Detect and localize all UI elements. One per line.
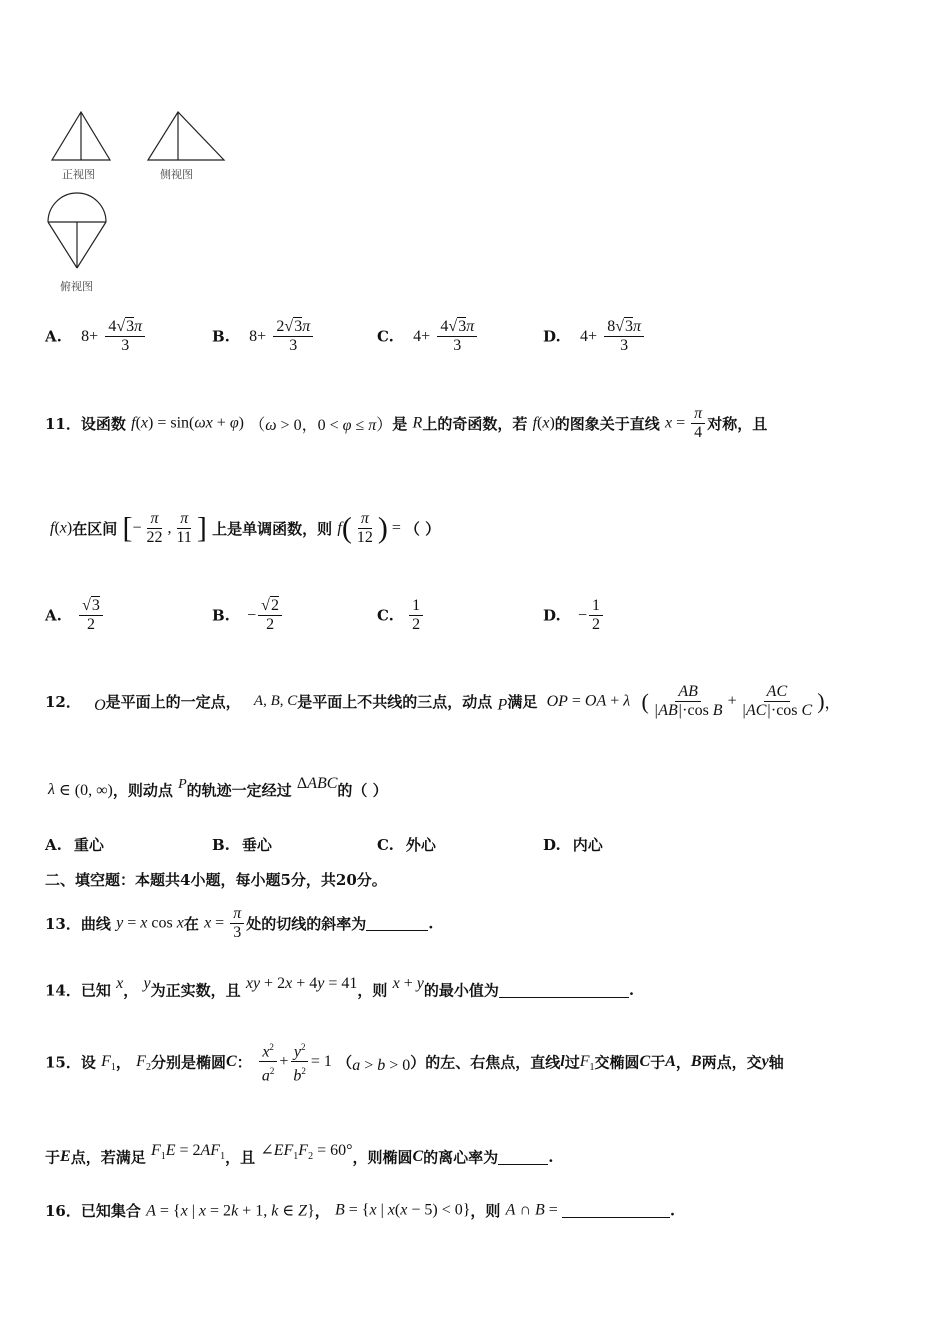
q11-option-b[interactable]: B. − $\frac{√2}{2}$ — [212, 597, 284, 634]
top-view-caption: 俯视图 — [60, 280, 93, 293]
front-view-caption: 正视图 — [62, 168, 95, 181]
q11-option-c[interactable]: C. $\frac{1}{2}$ — [377, 597, 425, 634]
q10-c-num: 4 — [440, 318, 449, 335]
front-view-triangle — [52, 112, 110, 160]
q14-answer-blank[interactable] — [499, 983, 629, 998]
q13-answer-blank[interactable] — [366, 916, 428, 931]
side-view-triangle — [148, 112, 224, 160]
q10-b-num: 2 — [276, 318, 285, 335]
q16-answer-blank[interactable] — [562, 1203, 670, 1218]
q10-a-letter: A. — [45, 327, 62, 346]
q11-number: 11． — [45, 415, 81, 433]
q10-option-c[interactable]: C. 4+ $\frac{4√3\pi}{3}$ — [377, 318, 479, 355]
q10-c-letter: C. — [377, 327, 394, 346]
q12-option-b[interactable]: B. 垂心 — [212, 836, 272, 854]
q10-d-whole: 4 — [579, 327, 588, 345]
q10-option-d[interactable]: D. 4+ $\frac{8√3\pi}{3}$ — [543, 318, 646, 355]
q12-option-c[interactable]: C. 外心 — [377, 836, 436, 854]
q12-number: 12． — [45, 693, 81, 711]
q10-d-den: 3 — [620, 337, 629, 354]
q10-a-whole: 8 — [81, 327, 90, 345]
q10-b-whole: 8 — [249, 327, 258, 345]
q12-option-a[interactable]: A. 重心 — [45, 836, 104, 854]
q15-answer-blank[interactable] — [498, 1150, 548, 1165]
q10-d-letter: D. — [543, 327, 561, 346]
q10-c-den: 3 — [453, 337, 462, 354]
q12-line2: λ ∈ (0, ∞)，则动点 P的轨迹一定经过 ΔABC的（ ） — [48, 775, 388, 800]
q10-d-num: 8 — [607, 318, 616, 335]
q16: 16．已知集合 A = {x | x = 2k + 1, k ∈ Z}， B = {x | x(x − 5) < 0}，则 A ∩ B = . — [45, 1201, 676, 1220]
q10-c-whole: 4 — [413, 327, 422, 345]
top-view-shape — [48, 193, 106, 268]
q10-b-den: 3 — [289, 337, 298, 354]
q15-line2: 于E点，若满足 $F_1E = 2AF_1$，且 $\angle EF_1F_2 = 60^\circ$，则椭圆C的离心率为 . — [45, 1142, 554, 1167]
q12-option-d[interactable]: D. 内心 — [543, 836, 603, 854]
q10-option-b[interactable]: B. 8+ $\frac{2√3\pi}{3}$ — [212, 318, 315, 355]
q10-a-num: 4 — [108, 318, 117, 335]
q10-option-a[interactable]: A. 8+ $\frac{4√3\pi}{3}$ — [45, 318, 147, 355]
q12-line1: 12． O是平面上的一定点， A, B, C是平面上不共线的三点，动点 P满足 OP = OA + λ ( $\frac{AB}{\text{|AB|·cos B}}$ + $\frac{AC}{\text{|AC|·cos C}}$ )， — [45, 683, 841, 719]
q15-line1: 15．设 $F_1$， $F_2$分别是椭圆C： $\frac{x^2}{a^2}$ + $\frac{y^2}{b^2}$ = 1 （a > b > 0）的左、右焦点，直线l过$F_1$交椭圆C于A，B两点，交y轴 — [45, 1038, 784, 1086]
side-view-caption: 侧视图 — [160, 168, 193, 181]
q10-a-den: 3 — [121, 337, 130, 354]
q11-line1: 11．设函数 f(x) = sin(ωx + φ) （ω > 0，0 < φ ≤ π）是 R上的奇函数，若 f(x)的图象关于直线 x = $\frac{\pi}{4}$ 对称，且 — [45, 405, 768, 441]
q14: 14．已知 x， y为正实数，且 xy + 2x + 4y = 41，则 x + y的最小值为 . — [45, 975, 635, 1000]
q11-option-a[interactable]: A. $\frac{√3}{2}$ — [45, 597, 105, 634]
q13: 13．曲线 y = x cos x在 x = $\frac{\pi}{3}$ 处的切线的斜率为 . — [45, 905, 434, 941]
section2-heading: 二、填空题：本题共4小题，每小题5分，共20分。 — [45, 871, 387, 889]
three-view-figure — [40, 100, 240, 300]
q10-b-letter: B. — [212, 327, 230, 346]
q11-line2: f(x)在区间 [− $\frac{\pi}{22}$ , $\frac{\pi}{11}$ ] 上是单调函数，则 f( $\frac{\pi}{12}$ ) = （ ） — [50, 510, 441, 546]
q11-option-d[interactable]: D. − $\frac{1}{2}$ — [543, 597, 605, 634]
